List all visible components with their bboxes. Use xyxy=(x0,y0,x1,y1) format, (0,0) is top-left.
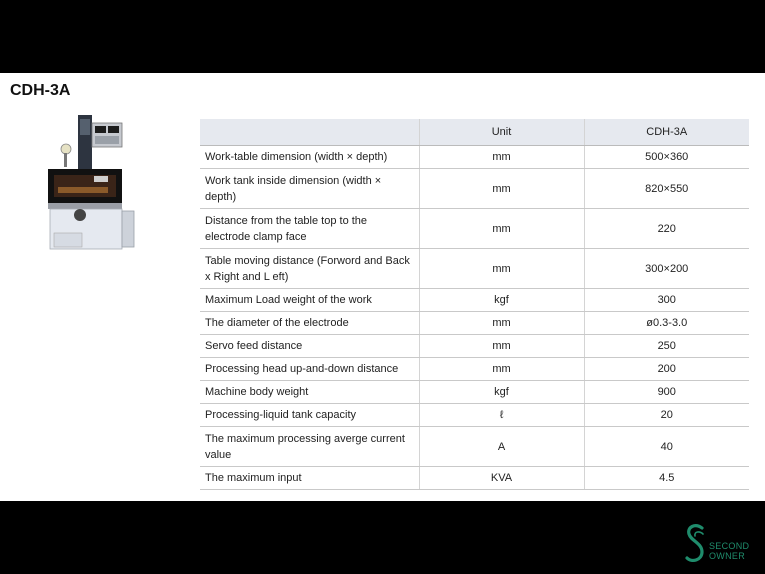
table-row xyxy=(200,209,749,249)
table-header-row xyxy=(200,119,749,146)
table-row xyxy=(200,358,749,381)
spec-value: ø0.3-3.0 xyxy=(584,312,749,335)
spec-item: Maximum Load weight of the work xyxy=(200,289,419,312)
spec-unit: kgf xyxy=(419,381,584,404)
spec-unit: mm xyxy=(419,249,584,289)
spec-item: The maximum processing averge current value xyxy=(200,427,419,467)
spec-unit: mm xyxy=(419,335,584,358)
spec-value: 40 xyxy=(584,427,749,467)
table-row xyxy=(200,146,749,169)
spec-item: Work-table dimension (width × depth) xyxy=(200,146,419,169)
table-row xyxy=(200,312,749,335)
spec-unit: A xyxy=(419,427,584,467)
logo-line-1: SECOND xyxy=(709,541,750,551)
spec-unit: mm xyxy=(419,146,584,169)
spec-value: 300×200 xyxy=(584,249,749,289)
table-row xyxy=(200,467,749,490)
spec-unit: mm xyxy=(419,209,584,249)
spec-value: 4.5 xyxy=(584,467,749,490)
edm-machine-image xyxy=(40,115,140,255)
spec-value: 500×360 xyxy=(584,146,749,169)
spec-value: 250 xyxy=(584,335,749,358)
table-row xyxy=(200,249,749,289)
spec-unit: mm xyxy=(419,169,584,209)
spec-item: Processing head up-and-down distance xyxy=(200,358,419,381)
table-row xyxy=(200,169,749,209)
table-row xyxy=(200,404,749,427)
spec-item: Table moving distance (Forword and Back x Right and L eft) xyxy=(200,249,419,289)
header-unit: Unit xyxy=(419,119,584,146)
second-owner-logo xyxy=(683,522,755,566)
spec-unit: KVA xyxy=(419,467,584,490)
spec-item: Machine body weight xyxy=(200,381,419,404)
spec-value: 300 xyxy=(584,289,749,312)
spec-value: 200 xyxy=(584,358,749,381)
table-row xyxy=(200,381,749,404)
second-owner-s-icon xyxy=(683,522,709,566)
table-row xyxy=(200,289,749,312)
spec-item: Servo feed distance xyxy=(200,335,419,358)
spec-item: The maximum input xyxy=(200,467,419,490)
spec-slide xyxy=(0,73,765,501)
logo-wordmark xyxy=(709,541,749,561)
table-row xyxy=(200,335,749,358)
spec-item: The diameter of the electrode xyxy=(200,312,419,335)
model-title: CDH-3A xyxy=(10,82,71,99)
spec-item: Processing-liquid tank capacity xyxy=(200,404,419,427)
spec-table xyxy=(200,119,749,490)
spec-item: Work tank inside dimension (width × depth) xyxy=(200,169,419,209)
spec-unit: kgf xyxy=(419,289,584,312)
header-item xyxy=(200,119,419,146)
spec-value: 220 xyxy=(584,209,749,249)
spec-item: Distance from the table top to the electrode clamp face xyxy=(200,209,419,249)
spec-unit: ℓ xyxy=(419,404,584,427)
spec-value: 820×550 xyxy=(584,169,749,209)
spec-value: 20 xyxy=(584,404,749,427)
spec-unit: mm xyxy=(419,312,584,335)
header-model: CDH-3A xyxy=(584,119,749,146)
table-row xyxy=(200,427,749,467)
spec-unit: mm xyxy=(419,358,584,381)
logo-line-2: OWNER xyxy=(709,551,745,561)
spec-value: 900 xyxy=(584,381,749,404)
